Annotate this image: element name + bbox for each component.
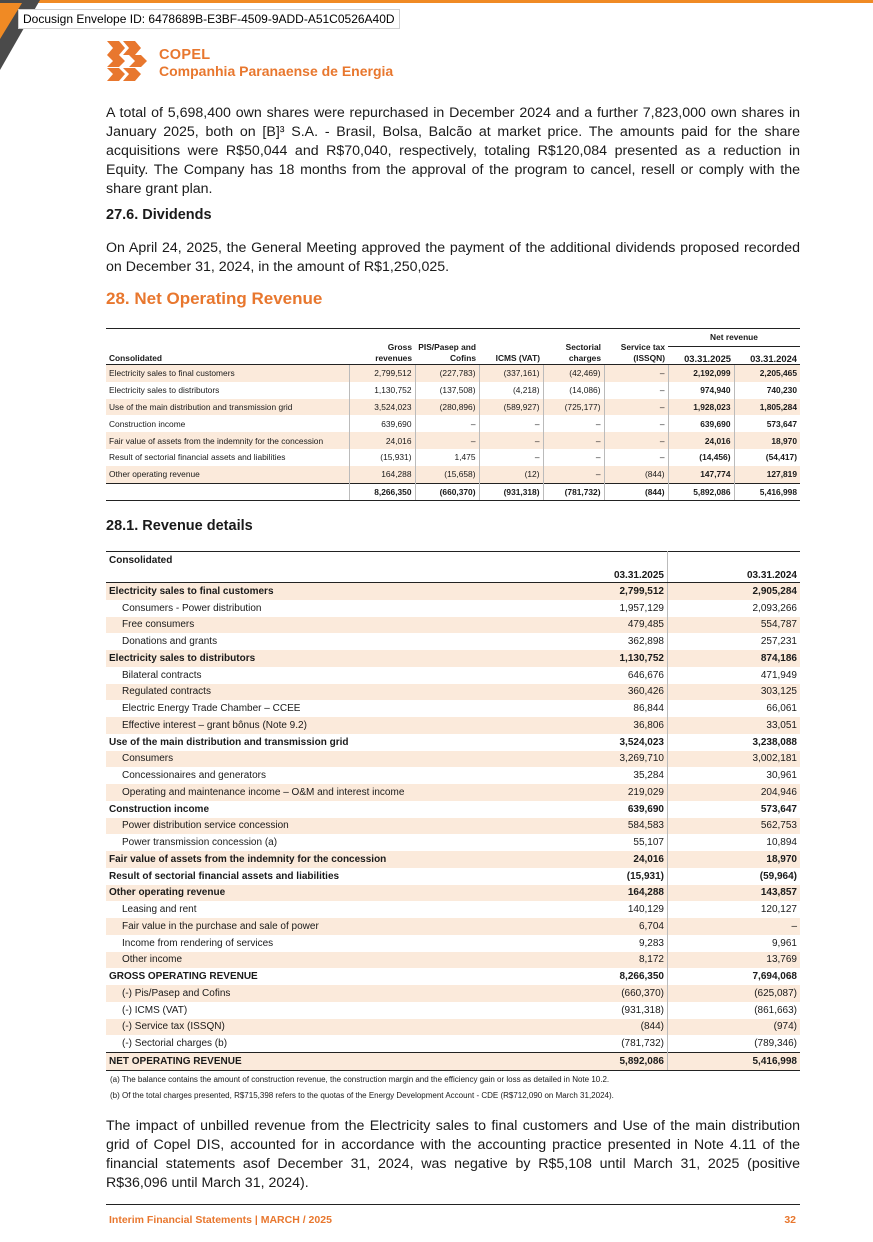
- table-row: [106, 449, 800, 466]
- footer-title: Interim Financial Statements | MARCH / 2025: [109, 1214, 332, 1226]
- table-row: [106, 952, 800, 969]
- cell-pis: (227,783): [415, 365, 479, 382]
- cell-2024: 303,125: [668, 684, 801, 701]
- row-label: Electricity sales to final customers: [106, 365, 349, 382]
- row-label: Electricity sales to final customers: [106, 583, 535, 600]
- row-label: (-) Sectorial charges (b): [122, 1038, 228, 1050]
- cell-pis: (137,508): [415, 382, 479, 399]
- cell-2024: (861,663): [754, 1004, 797, 1016]
- cell-2024: 10,894: [766, 837, 797, 849]
- cell-2024: (54,417): [765, 452, 797, 463]
- logo-title: COPEL: [159, 47, 211, 63]
- row-label: Use of the main distribution and transmission grid: [109, 736, 349, 748]
- header-gross-revenues: Gross revenues: [349, 329, 415, 365]
- dividends-paragraph: On April 24, 2025, the General Meeting approved the payment of the additional dividends proposed recorded on December 31, 2024, in the amount of R$1,250,025.: [106, 240, 800, 275]
- row-label: Construction income: [106, 415, 349, 432]
- cell-2024: 13,769: [668, 952, 801, 969]
- cell-2025: 36,806: [535, 717, 668, 734]
- row-label: Income from rendering of services: [122, 937, 274, 949]
- cell-2025: 639,690: [535, 801, 668, 818]
- cell-2025: 2,192,099: [668, 365, 734, 382]
- table-row: [106, 784, 800, 801]
- cell-2024: 2,205,465: [734, 365, 800, 382]
- row-label: (-) ICMS (VAT): [122, 1004, 188, 1016]
- net-operating-revenue-heading: 28. Net Operating Revenue: [106, 289, 323, 308]
- cell-2025: 9,283: [535, 935, 668, 952]
- cell-2025: 5,892,086: [535, 1053, 668, 1071]
- cell-2024: 740,230: [766, 385, 797, 396]
- cell-2025: (844): [535, 1019, 668, 1036]
- logo-subtitle: Companhia Paranaense de Energia: [159, 63, 394, 79]
- cell-2025: (931,318): [535, 1002, 668, 1019]
- row-label: Use of the main distribution and transmission grid: [106, 399, 349, 416]
- table-row: [106, 767, 800, 784]
- cell-icms: –: [479, 449, 543, 466]
- cell-icms: (589,927): [479, 399, 543, 416]
- row-label: (-) Service tax (ISSQN): [106, 1019, 535, 1036]
- cell-service-tax: –: [604, 415, 668, 432]
- row-label: Electric Energy Trade Chamber – CCEE: [122, 703, 301, 715]
- cell-2024: 573,647: [766, 418, 797, 429]
- cell-2025: 8,172: [535, 952, 668, 969]
- table-note: [106, 1087, 800, 1104]
- cell-2024: 204,946: [668, 784, 801, 801]
- header-consolidated: Consolidated: [106, 552, 535, 569]
- share-repurchase-paragraph: A total of 5,698,400 own shares were repurchased in December 2024 and a further 7,823,000 own shares in January 2025, both on [B]³ S.A. - Brasil, Bolsa, Balcão at market price. The amounts paid for the share acquisitions were R$50,044 and R$70,040, respectively, totaling R$120,084 presented as a reduction in Equity. The Company has 18 months from the approval of the program to cancel, resell or comply with the share grant plan.: [106, 105, 800, 197]
- revenue-details-table: [106, 551, 800, 1104]
- table-header-row: [106, 568, 800, 583]
- cell-2025: 479,485: [535, 617, 668, 634]
- header-2025: 03.31.2025: [535, 568, 668, 583]
- cell-service-tax: –: [604, 449, 668, 466]
- cell-2024: 30,961: [766, 770, 797, 782]
- table-header-row: [106, 552, 800, 569]
- cell-2024: 143,857: [668, 885, 801, 902]
- table-total-row: [106, 483, 800, 501]
- cell-2025: 362,898: [535, 633, 668, 650]
- cell-2025: 1,928,023: [668, 399, 734, 416]
- table-row: [106, 885, 800, 902]
- note-b: (b) Of the total charges presented, R$715,398 refers to the quotas of the Energy Development Account - CDE (R$712,090 on March 31,2024).: [110, 1091, 614, 1100]
- cell-2025: (781,732): [535, 1035, 668, 1052]
- cell-2024: 3,238,088: [752, 736, 797, 748]
- cell-icms: –: [479, 432, 543, 449]
- cell-2025: 3,524,023: [535, 734, 668, 751]
- cell-pis: –: [415, 415, 479, 432]
- cell-service-tax: –: [604, 399, 668, 416]
- cell-pis: (15,658): [415, 466, 479, 483]
- cell-service-tax: –: [604, 432, 668, 449]
- cell-2025: (14,456): [668, 449, 734, 466]
- cell-2024: 554,787: [668, 617, 801, 634]
- cell-2025: 360,426: [535, 684, 668, 701]
- cell-2025: 35,284: [535, 767, 668, 784]
- cell-2025: 164,288: [535, 885, 668, 902]
- cell-2024: 5,416,998: [668, 1053, 801, 1071]
- cell-2025: 639,690: [668, 415, 734, 432]
- footer-divider: [106, 1204, 800, 1205]
- table-row: [106, 935, 800, 952]
- cell-2024: (789,346): [754, 1038, 797, 1050]
- table-row: [106, 365, 800, 382]
- cell-2025: 1,130,752: [535, 650, 668, 667]
- cell-2025: 147,774: [668, 466, 734, 483]
- table-row: [106, 600, 800, 617]
- cell-gross: 1,130,752: [349, 382, 415, 399]
- table-row: [106, 415, 800, 432]
- cell-sectorial: –: [543, 449, 604, 466]
- cell-gross: 164,288: [349, 466, 415, 483]
- cell-2025: 86,844: [535, 700, 668, 717]
- table-row: [106, 684, 800, 701]
- cell-sectorial: –: [543, 466, 604, 483]
- total-sectorial: (781,732): [543, 483, 604, 501]
- note-a: (a) The balance contains the amount of construction revenue, the construction margin and the efficiency gain or loss as detailed in Note 10.2.: [110, 1074, 610, 1084]
- row-label: Consumers - Power distribution: [122, 602, 262, 614]
- table-row: [106, 801, 800, 818]
- table-row: [106, 751, 800, 768]
- top-accent-bar: [0, 0, 873, 3]
- cell-pis: 1,475: [415, 449, 479, 466]
- table-row: [106, 617, 800, 634]
- cell-pis: (280,896): [415, 399, 479, 416]
- row-label: Result of sectorial financial assets and liabilities: [109, 870, 340, 882]
- revenue-details-heading: 28.1. Revenue details: [106, 518, 253, 534]
- cell-2024: 3,002,181: [668, 751, 801, 768]
- net-revenue-table: [106, 328, 800, 501]
- row-label: Consumers: [106, 751, 535, 768]
- total-icms: (931,318): [479, 483, 543, 501]
- cell-pis: –: [415, 432, 479, 449]
- cell-2025: (15,931): [535, 868, 668, 885]
- total-2024: 5,416,998: [734, 483, 800, 501]
- row-label: Other operating revenue: [106, 466, 349, 483]
- cell-gross: (15,931): [349, 449, 415, 466]
- header-sectorial: Sectorial charges: [543, 329, 604, 365]
- table-row: [106, 1035, 800, 1052]
- cell-sectorial: –: [543, 415, 604, 432]
- table-row: [106, 818, 800, 835]
- total-gross: 8,266,350: [349, 483, 415, 501]
- cell-2024: (974): [668, 1019, 801, 1036]
- cell-2024: 874,186: [668, 650, 801, 667]
- cell-2025: 974,940: [668, 382, 734, 399]
- header-consolidated: Consolidated: [106, 329, 349, 365]
- cell-2024: 127,819: [734, 466, 800, 483]
- cell-sectorial: (14,086): [543, 382, 604, 399]
- table-row: [106, 918, 800, 935]
- table-row: [106, 432, 800, 449]
- cell-2024: 1,805,284: [734, 399, 800, 416]
- table-row: [106, 583, 800, 600]
- cell-2024: 18,970: [668, 851, 801, 868]
- cell-gross: 3,524,023: [349, 399, 415, 416]
- cell-2025: 6,704: [535, 918, 668, 935]
- table-row: [106, 868, 800, 885]
- row-label: Power transmission concession (a): [122, 837, 278, 849]
- cell-2024: 573,647: [760, 803, 797, 815]
- table-row: [106, 968, 800, 985]
- row-label: Other income: [106, 952, 535, 969]
- header-2024: 03.31.2024: [734, 347, 800, 365]
- table-row: [106, 717, 800, 734]
- cell-2025: 140,129: [535, 901, 668, 918]
- cell-2025: 646,676: [535, 667, 668, 684]
- total-2025: 5,892,086: [668, 483, 734, 501]
- cell-sectorial: –: [543, 432, 604, 449]
- table-row: [106, 700, 800, 717]
- table-row: [106, 650, 800, 667]
- cell-2024: 7,694,068: [752, 971, 797, 983]
- cell-2025: 55,107: [535, 834, 668, 851]
- row-label: Regulated contracts: [106, 684, 535, 701]
- cell-icms: –: [479, 415, 543, 432]
- table-row: [106, 851, 800, 868]
- total-pis: (660,370): [415, 483, 479, 501]
- cell-gross: 2,799,512: [349, 365, 415, 382]
- cell-icms: (4,218): [479, 382, 543, 399]
- total-service-tax: (844): [604, 483, 668, 501]
- cell-2024: 33,051: [668, 717, 801, 734]
- page-number: 32: [784, 1214, 796, 1226]
- cell-sectorial: (725,177): [543, 399, 604, 416]
- cell-2025: (660,370): [535, 985, 668, 1002]
- row-label: Fair value of assets from the indemnity for the concession: [106, 432, 349, 449]
- unbilled-revenue-paragraph: The impact of unbilled revenue from the Electricity sales to final customers and Use of the main distribution grid of Copel DIS, accounted for in accordance with the accounting practice presented in Note 4.11 of the financial statements asof December 31, 2024, was negative by R$5,108 until March 31, 2025 (positive R$36,096 until March 31, 2024).: [106, 1118, 800, 1191]
- cell-service-tax: (844): [604, 466, 668, 483]
- row-label: Effective interest – grant bônus (Note 9.2): [106, 717, 535, 734]
- cell-icms: (12): [479, 466, 543, 483]
- row-label: Bilateral contracts: [122, 669, 202, 681]
- cell-2024: (59,964): [759, 870, 797, 882]
- table-row: [106, 667, 800, 684]
- row-label: Donations and grants: [122, 636, 218, 648]
- header-icms: ICMS (VAT): [479, 329, 543, 365]
- table-row: [106, 734, 800, 751]
- cell-2025: 24,016: [668, 432, 734, 449]
- copel-logo: [107, 41, 407, 81]
- row-label: Leasing and rent: [122, 904, 197, 916]
- table-row: [106, 399, 800, 416]
- cell-2025: 24,016: [535, 851, 668, 868]
- header-net-revenue: Net revenue: [668, 329, 800, 347]
- cell-2024: 120,127: [760, 904, 797, 916]
- row-label: Result of sectorial financial assets and liabilities: [106, 449, 349, 466]
- cell-2024: –: [668, 918, 801, 935]
- cell-2024: 562,753: [668, 818, 801, 835]
- table-row: [106, 633, 800, 650]
- cell-2024: 471,949: [760, 669, 797, 681]
- header-pis-pasep: PIS/Pasep and Cofins: [415, 329, 479, 365]
- table-row: [106, 901, 800, 918]
- copel-logo-icon: [107, 41, 151, 81]
- row-label: Fair value of assets from the indemnity for the concession: [106, 851, 535, 868]
- row-label: Electricity sales to distributors: [106, 650, 535, 667]
- cell-2024: 257,231: [760, 636, 797, 648]
- cell-2024: 18,970: [734, 432, 800, 449]
- table-row: [106, 985, 800, 1002]
- cell-icms: (337,161): [479, 365, 543, 382]
- row-label: NET OPERATING REVENUE: [106, 1053, 535, 1071]
- cell-2025: 2,799,512: [535, 583, 668, 600]
- row-label: Other operating revenue: [106, 885, 535, 902]
- cell-gross: 639,690: [349, 415, 415, 432]
- table-note: [106, 1070, 800, 1087]
- row-label: Concessionaires and generators: [122, 770, 266, 782]
- header-service-tax: Service tax (ISSQN): [604, 329, 668, 365]
- header-2025: 03.31.2025: [668, 347, 734, 365]
- cell-2024: 2,093,266: [752, 602, 797, 614]
- table-row: [106, 1019, 800, 1036]
- row-label: (-) Pis/Pasep and Cofins: [106, 985, 535, 1002]
- cell-sectorial: (42,469): [543, 365, 604, 382]
- cell-service-tax: –: [604, 365, 668, 382]
- cell-service-tax: –: [604, 382, 668, 399]
- row-label: GROSS OPERATING REVENUE: [109, 971, 258, 983]
- cell-2024: 2,905,284: [668, 583, 801, 600]
- table-row: [106, 382, 800, 399]
- row-label: Free consumers: [106, 617, 535, 634]
- table-row: [106, 1002, 800, 1019]
- row-label: Fair value in the purchase and sale of power: [106, 918, 535, 935]
- cell-2025: 219,029: [535, 784, 668, 801]
- cell-2025: 3,269,710: [535, 751, 668, 768]
- cell-2025: 584,583: [535, 818, 668, 835]
- row-label: Power distribution service concession: [106, 818, 535, 835]
- cell-gross: 24,016: [349, 432, 415, 449]
- table-total-row: [106, 1053, 800, 1071]
- dividends-heading: 27.6. Dividends: [106, 207, 212, 223]
- cell-2024: 66,061: [766, 703, 797, 715]
- cell-2024: (625,087): [668, 985, 801, 1002]
- row-label: Operating and maintenance income – O&M and interest income: [106, 784, 535, 801]
- cell-2024: 9,961: [771, 937, 797, 949]
- docusign-envelope-id: Docusign Envelope ID: 6478689B-E3BF-4509-9ADD-A51C0526A40D: [18, 9, 400, 29]
- cell-2025: 1,957,129: [535, 600, 668, 617]
- table-row: [106, 466, 800, 483]
- cell-2025: 8,266,350: [535, 968, 668, 985]
- row-label: Construction income: [109, 803, 210, 815]
- header-2024: 03.31.2024: [668, 568, 801, 583]
- row-label: Electricity sales to distributors: [106, 382, 349, 399]
- table-row: [106, 834, 800, 851]
